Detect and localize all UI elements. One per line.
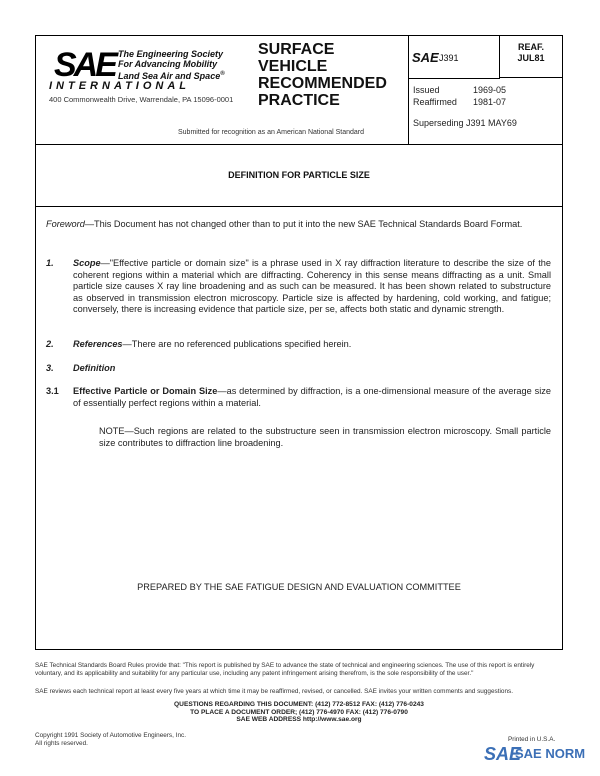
section-1-number: 1. (46, 258, 54, 268)
document-frame (35, 35, 563, 650)
section-2-number: 2. (46, 339, 54, 349)
international-wordmark: INTERNATIONAL (49, 80, 191, 92)
watermark-logo: SAE (484, 744, 522, 764)
tagline-line-1: The Engineering Society (118, 49, 224, 59)
questions-line: QUESTIONS REGARDING THIS DOCUMENT: (412) 772-8512 FAX: (412) 776-0243 (174, 701, 424, 708)
tagline-line-2: For Advancing Mobility (118, 59, 218, 69)
section-3: Definition (73, 363, 116, 373)
ansi-submission: Submitted for recognition as an American National Standard (178, 129, 364, 136)
header (36, 36, 562, 145)
reaffirm-box: REAF. JUL81 (499, 36, 563, 78)
watermark-text: SAE NORM (515, 746, 586, 761)
footer-contacts (35, 701, 563, 724)
doc-number-box (409, 36, 500, 79)
printed-in: Printed in U.S.A. (508, 736, 556, 743)
document-title: DEFINITION FOR PARTICLE SIZE (36, 144, 562, 207)
logo-tagline (118, 49, 258, 81)
section-3-1-number: 3.1 (46, 386, 59, 396)
section-1: Scope—"Effective particle or domain size" is a phrase used in X ray diffraction literature to describe the size of the coherent regions within a material which are diffracting. Coherency in this sense means diffracting as a unit. Small particle size causes X ray line broadening and as such can be measured. It has been shown related to substructure as observed in transmission electron microscopy. Particle size is affected by hardening, cold working, and fatigue; conversely, there is increasing evidence that particle size, per se, affects both static and dynamic strength. (73, 258, 551, 314)
address: 400 Commonwealth Drive, Warrendale, PA 15096-0001 (49, 95, 234, 104)
section-3-1: Effective Particle or Domain Size—as determined by diffraction, is a one-dimensional measure of the average size of essentially perfect regions within a material. (73, 386, 551, 408)
order-line: TO PLACE A DOCUMENT ORDER; (412) 776-4970 FAX: (412) 776-0790 (190, 708, 408, 716)
doc-number: J391 (439, 53, 459, 63)
tagline-line-3: Land Sea Air and Space® (118, 71, 225, 81)
footer-rules: SAE Technical Standards Board Rules provide that: "This report is published by SAE to advance the state of technical and engineering sciences. The use of this report is entirely voluntary, and its applicability and suitability for any particular use, including any patent infringement arising therefrom, is the sole responsibility of the user." (35, 662, 535, 677)
doc-type-title: SURFACE VEHICLE RECOMMENDED PRACTICE (258, 41, 387, 109)
footer-review: SAE reviews each technical report at least every five years at which time it may be reaffirmed, revised, or cancelled. SAE invites your written comments and suggestions. (35, 688, 513, 695)
superseding: Superseding J391 MAY69 (413, 118, 517, 128)
foreword: Foreword—This Document has not changed other than to put it into the new SAE Technical Standards Board Format. (46, 219, 523, 229)
section-3-number: 3. (46, 363, 54, 373)
prepared-by: PREPARED BY THE SAE FATIGUE DESIGN AND EVALUATION COMMITTEE (137, 582, 461, 592)
note: NOTE—Such regions are related to the substructure seen in transmission electron microscopy. Small particle size contributes to diffraction line broadening. (99, 426, 551, 448)
issue-dates: Issued 1969-05 Reaffirmed 1981-07 (413, 85, 507, 107)
doc-prefix: SAE (412, 50, 439, 65)
sae-logo: SAE (54, 46, 115, 84)
section-2: References—There are no referenced publications specified herein. (73, 339, 352, 349)
doc-info-column (408, 36, 563, 144)
web-line: SAE WEB ADDRESS http://www.sae.org (236, 716, 362, 724)
copyright: Copyright 1991 Society of Automotive Engineers, Inc. All rights reserved. (35, 732, 186, 747)
